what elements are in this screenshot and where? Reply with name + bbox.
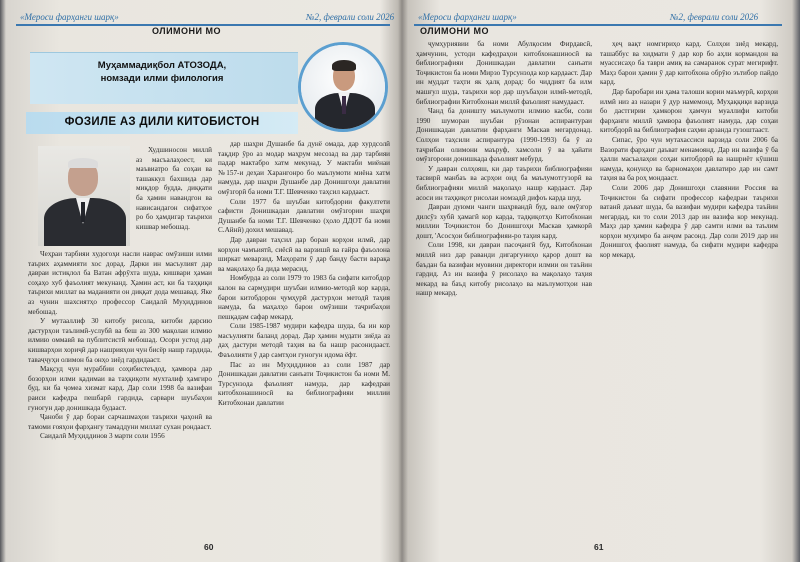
paragraph: Дар давраи таҳсил дар бораи корҳои илмӣ, дар корҳои чамъиятӣ, сиёсӣ ва варзишӣ ва ғайра фаъолона ширкат меварзид. Маҳорати ӯ дар банду басти варақа ва мақолаҳо ба дида мерасид. — [218, 235, 390, 273]
paragraph: Дар баробари ин ҳама талоши кории маъмурӣ, корҳои илмӣ низ аз назари ӯ дур намемонд. Муҳаққиқи варзида бо дастгирии ҳамкорон ҳамчун муаллифи китоби фарҳанги миллӣ ҳамвора фаъолият намуда, дар соҳаи китобдорӣ ва библиография саҳми арзанда гузоштааст. — [600, 87, 778, 135]
right-column-1 — [416, 40, 592, 534]
issue-date: №2, феврали соли 2026 — [306, 12, 395, 22]
article-title: ФОЗИЛЕ АЗ ДИЛИ КИТОБИСТОН — [64, 116, 260, 128]
subject-photo — [38, 146, 130, 246]
paragraph: Саидалӣ Муҳиддинов 3 марти соли 1956 — [40, 432, 165, 441]
paragraph: У давраи солҳояш, ки дар таърихи библиографияи тасвирӣ манбаъ ва асрҳои оид ба маълумотгузорӣ ва библиографияи миллӣ мақолаҳо нашр кардааст. Дар асоси ин таҳқиқот рисолаи номзадӣ дифоъ карда шуд. — [416, 164, 592, 202]
author-name: Муҳаммадиқбол АТОЗОДА, — [97, 60, 227, 71]
paragraph: Соли 1977 ба шуъбаи китобдории факултети сафисти Донишкадаи давлатии омӯзгории шаҳри Душанбе ба номи Т.Г. Шевченко (ҳоло ДДОТ ба номи С.Айнӣ) дохил мешавад. — [218, 197, 390, 235]
paragraph: Давраи дуюми чанги шаҳрвандӣ буд, вале омӯзгор дилсӯз хубӣ ҳамагӣ кор карда, тадқиқотҳо Китобхонаи миллии Тоҷикистон бо Донишгоҳи Маскав ҳамкорӣ дошт, 'Асосҳои библиографияи-ро таҳия кард. — [416, 203, 592, 240]
paragraph: Чанд ба доништу маълумоти илмию касби, соли 1990 шумораи шуъбаи рӯзонаи аспирантураи Донишкадаи давлатии фарҳанги Маскав мегардонад. Солҳои таҳсили аспирантура (1990-1993) ба ӯ аз таҷрибаи олимони маъруф, хамсоли ӯ ва ҳайати омӯзгорони донишкада фаъолият мебурд. — [416, 107, 592, 164]
paragraph: Сипас, ӯро чун мутахассиси варзида соли 2006 ба Вазорати фарҳанг даъват менамоянд. Дар ин вазифа ӯ ба ҳалли масъалаҳои соҳаи китобдорӣ ва нашриёт кӯшиш намуда, қонунҳо ва барномаҳои давлатиро дар ин самт таҳия ва ба роҳ мондааст. — [600, 135, 778, 183]
left-column-1 — [28, 250, 212, 535]
intro-paragraph: Худшиносон миллӣ аз масъалаҳоест, ки маъвиатро ба соҳаи ва ташаккул бахшида дар миқдор будда, диққати ба ҳамин навандгон ва нависандагон сифатҳое ро бо ҳамдигар таърихи кишвар мебошад. — [136, 146, 212, 231]
paragraph: Соли 1985-1987 мудири кафедра шуда, ба ин кор масъулияти баланд дорад. Дар ҳамин мудати зиёда аз даҳ дастури методӣ таҳия ва ба нашр расонидааст. Фаъолияти ӯ дар самтҳои гуногун идома ёфт. — [218, 322, 390, 360]
paragraph: Соли 2006 дар Донишгоҳи славянии Россия ва Тоҷикистон ба сифати профессор кафедраи таърихи ватанӣ даъват шуда, ба вазифаи мудири кафедра таъйин мегардад, ки то соли 2013 дар ин вазифа кор мекунад. Маҳз дар ҳамин кафедра ӯ дар самти илми ва таълим корҳои муҳимро ба анҷом расонд. Дар соли 2019 дар ин Донишгоҳ фаолият намуда, ба сифати мудири кафедра кор мекард. — [600, 183, 778, 260]
page-number: 60 — [204, 542, 214, 552]
section-title: ОЛИМОНИ МО — [152, 26, 222, 36]
paragraph: Соли 1998, ки давраи пасоҷангӣ буд, Китобхонаи миллӣ низ дар раванди дигаргуниҳо қарор дошт ва баъдан ба вазифаи муовини директори илмии он таъйин гардид. Аз ин вазифа ӯ рисолаҳо ва мақолаҳо таҳия мекард ва баъд китобу рисолаҳо ва маълумотҳои нав нашр мекард. — [416, 241, 592, 298]
author-degree: номзади илми филология — [100, 73, 224, 84]
paragraph: У мутааллиф 30 китобу рисола, китоби дарсию дастурҳои таълимӣ-услубӣ ва беш аз 300 мақолаи илмию илмию оммавӣ ва публитсистӣ мебошад. Осори устод дар кишварҳои хориҷӣ дар нашрияҳои чун бисёр нашр гардида, таваҷҷуҳи олимон ба онҳо зиёд гардидааст. — [28, 317, 212, 364]
paragraph: Мақсуд чун мураббии соҳибистеъдод, ҳамвора дар бозорҳои илми қадимаи ва таҳқиқоти мухталиф ҳамгиро буд, ки ба ҷомеа хизмат кард. Дар соли 1998 ба вазифаи раиси кафедра пешбарӣ гардида, сарвари шуъбаҳои гуногун дар донишкада будааст. — [28, 365, 212, 412]
paragraph: ҷумҳуриявии ба номи Абулқосим Фирдавсӣ, ҳамчунин, устоди кафедраҳои китобхонашиносӣ ва библиографияи Донишкадаи давлатии санъати Тоҷикистон ба номи Мирзо Турсунзода кор кардааст. Дар ин муддат таҳти як ҳалқ дорад: бо чиддият ба илм машғул шуда, таърихи кор дар шуъбаҳои илмӣ-методӣ, библиографии Китобхонаи миллӣ фаъолият намудааст. — [416, 40, 592, 106]
page-number: 61 — [594, 542, 604, 552]
page-header: «Мероси фарҳанги шарқ» — [418, 12, 517, 22]
author-portrait — [298, 42, 388, 132]
left-page — [6, 0, 398, 562]
paragraph: Пас аз ин Муҳиддинов аз соли 1987 дар Донишкадаи давлатии санъати Тоҷикистон ба номи М. Турсунзода фаъолият намуда, дар кафедраи китобхонашиносӣ ва библиографияи миллии Китобхонаи давлатии — [218, 360, 390, 408]
paragraph: Чеҳраи тарбияи худогоҳи насли наврас омӯзиши илми таърих аҳаммияти хос дорад. Дарки ин масъулият дар давраи истиқлол ба Ватан афрӯхта шуда, кишвари ҳамаи соҳаҳо хуб фаъолият мекунанд. Ҳамин аст, ки ба таҳқиқи таърихи миллат ва маданияти он диққат дода мешавад. Яке аз чунин шахсиятҳо профессор Саидалӣ Муҳиддинов мебошад. — [28, 250, 212, 316]
page-header: «Мероси фарҳанги шарқ» — [20, 12, 119, 22]
paragraph: ҳеҷ вақт номгириҳо кард. Солҳои зиёд мекард, ташаббус ва хидмати ӯ дар кор бо аҳли кормандон ва муассисаҳо ба таври амиқ ва самаранок сурат мегирифт. Маҳз барои ҳамин ӯ дар китобхона обрӯю эътибор пайдо кард. — [600, 40, 778, 87]
paragraph: дар шаҳри Душанбе ба дунё омада, дар хурдсолӣ тақдир ӯро аз модар маҳрум месозад ва дар тарбияи падар мактабро хатм мекунад. У мактаби миёнаи №157-и деҳаи Харангонро бо маълумоти миёна хатм намуда, дар шаҳри Душанбе дар Донишгоҳи давлатии омӯзгорӣ ба номи Т.Г. Шевченко таҳсил кардааст. — [218, 140, 390, 196]
right-page — [408, 0, 794, 562]
left-column-2 — [218, 140, 390, 535]
paragraph: Ҷаноби ӯ дар бораи сарчашмаҳои таърихи ҷаҳонӣ ва тамоми ғояҳои фарҳангу тамаддуни миллат сухан рондааст. — [28, 413, 212, 431]
section-title: ОЛИМОНИ МО — [420, 26, 490, 36]
issue-date: №2, феврали соли 2026 — [670, 12, 759, 22]
right-column-2 — [600, 40, 778, 534]
intro-text — [136, 146, 212, 248]
paragraph: Номбурда аз соли 1979 то 1983 ба сифати китобдор калон ва сармудири шуъбаи илмию-методӣ кор карда, барои китобдорон ҷумҳурӣ дастурҳои методӣ таҳия намуда, ба маҳалҳо барои омӯзиши таҷрибаҳои пешқадам сафар мекард. — [218, 274, 390, 321]
